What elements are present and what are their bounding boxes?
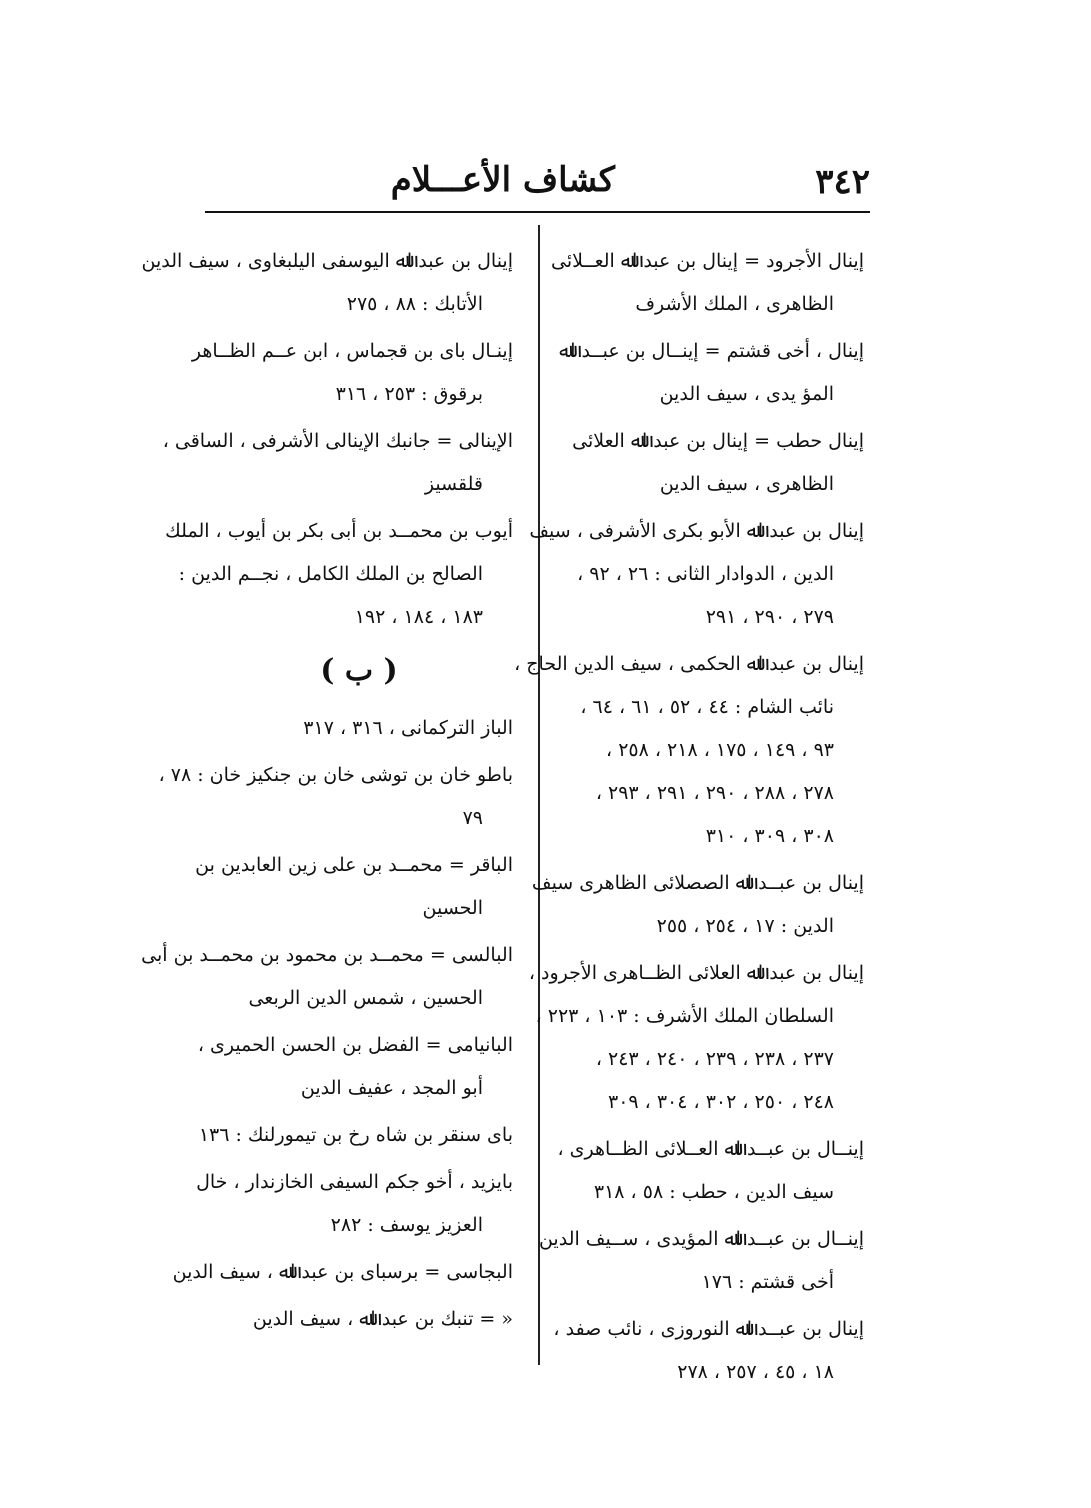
entry-continuation-line: الدين : ١٧ ، ٢٥٤ ، ٢٥٥ [656,915,834,937]
index-entry [195,844,513,930]
letter-heading: ( ب ) [320,653,398,688]
entry-headword-line: إينــال بن عبــد اﷲ المؤيدى ، ســيف الدين [538,1228,864,1250]
index-entry [538,1218,864,1304]
entry-headword-line: بايزيد ، أخو جكم السيفى الخازندار ، خال [196,1171,513,1193]
entry-continuation-line: ١٨٣ ، ١٨٤ ، ١٩٢ [354,606,483,628]
entry-headword-line: الإينالى = جانبك الإينالى الأشرفى ، الساقى ، [162,430,513,452]
index-entry [196,1161,513,1247]
entry-continuation-line: نائب الشام : ٤٤ ، ٥٢ ، ٦١ ، ٦٤ ، [580,696,834,718]
page-number: ٣٤٢ [815,162,870,202]
index-entry [553,1308,864,1394]
entry-continuation-line: برقوق : ٢٥٣ ، ٣١٦ [335,383,483,405]
index-entry [205,707,513,750]
entry-headword-line: إينال بن عبد اﷲ الحكمى ، سيف الدين الحاج ، [514,653,864,675]
entry-headword-line: إينال بن عبد اﷲ العلائى الظــاهرى الأجرود ، [528,962,864,984]
index-entry [531,862,864,948]
left-entries-before-heading [141,240,513,639]
entry-continuation-line: أخى قشتم : ١٧٦ [701,1271,834,1293]
entry-continuation-line: ٢٧٨ ، ٢٨٨ ، ٢٩٠ ، ٢٩١ ، ٢٩٣ ، [595,782,834,804]
index-column-left [141,240,513,1345]
entry-continuation-line: المؤ يدى ، سيف الدين [659,383,834,405]
entry-continuation-line: سيف الدين ، حطب : ٥٨ ، ٣١٨ [593,1181,834,1203]
entry-headword-line: إينال الأجرود = إينال بن عبد اﷲ العــلائى [551,250,864,272]
entry-headword-line: إينال بن عبد اﷲ اليوسفى اليلبغاوى ، سيف الدين [141,250,513,272]
entry-continuation-line: الأتابك : ٨٨ ، ٢٧٥ [346,293,483,315]
index-entry [198,1114,513,1157]
entry-continuation-line: ٧٩ [462,807,483,829]
page-header [205,160,870,212]
index-entry [556,1128,864,1214]
entry-continuation-line: العزيز يوسف : ٢٨٢ [330,1214,483,1236]
entry-headword-line: الباقر = محمــد بن على زين العابدين بن [195,854,513,876]
index-entry [162,420,513,506]
header-rule [205,211,870,213]
entry-continuation-line: الدين ، الدوادار الثانى : ٢٦ ، ٩٢ ، [577,563,834,585]
entry-headword-line: « = تنبك بن عبد اﷲ ، سيف الدين [252,1308,513,1330]
entry-headword-line: إينال بن عبــد اﷲ الصصلائى الظاهرى سيف [531,872,864,894]
entry-headword-line: إينال بن عبد اﷲ الأبو بكرى الأشرفى ، سيف [529,520,864,542]
index-column-right [514,240,864,1398]
index-entry [165,510,513,639]
entry-continuation-line: الصالح بن الملك الكامل ، نجــم الدين : [178,563,483,585]
index-entry [528,952,864,1124]
index-entry [529,510,864,639]
index-entry [556,420,864,506]
index-entry [556,330,864,416]
left-entries-after-heading [141,707,513,1341]
index-entry [191,330,513,416]
entry-headword-line: البانيامى = الفضل بن الحسن الحميرى ، [197,1034,513,1056]
column-divider [538,225,540,1365]
entry-continuation-line: ٩٣ ، ١٤٩ ، ١٧٥ ، ٢١٨ ، ٢٥٨ ، [606,739,834,761]
index-entry [158,754,513,840]
entry-continuation-line: الحسين [422,897,483,919]
entry-continuation-line: ٣٠٨ ، ٣٠٩ ، ٣١٠ [705,825,834,847]
index-entry [141,240,513,326]
entry-continuation-line: ٢٤٨ ، ٢٥٠ ، ٣٠٢ ، ٣٠٤ ، ٣٠٩ [608,1091,834,1113]
index-entry [172,1251,513,1294]
entry-headword-line: إينال ، أخى قشتم = إينــال بن عبــد اﷲ [559,340,864,362]
entry-continuation-line: السلطان الملك الأشرف : ١٠٣ ، ٢٢٣ ، [535,1005,834,1027]
entry-headword-line: إينال بن عبــد اﷲ النوروزى ، نائب صفد ، [553,1318,864,1340]
entry-continuation-line: قلقسيز [424,473,483,495]
entry-continuation-line: ٢٣٧ ، ٢٣٨ ، ٢٣٩ ، ٢٤٠ ، ٢٤٣ ، [595,1048,834,1070]
index-entry [514,643,864,858]
entry-continuation-line: الظاهرى ، الملك الأشرف [635,293,834,315]
entry-headword-line: أيوب بن محمــد بن أبى بكر بن أيوب ، الملك [165,520,513,542]
running-title: كشاف الأعـــلام [390,160,615,200]
entry-continuation-line: ١٨ ، ٤٥ ، ٢٥٧ ، ٢٧٨ [677,1361,834,1383]
entry-continuation-line: ٢٧٩ ، ٢٩٠ ، ٢٩١ [705,606,834,628]
entry-headword-line: البالسى = محمــد بن محمود بن محمــد بن أبى [141,944,513,966]
index-entry [205,1298,513,1341]
entry-continuation-line: الظاهرى ، سيف الدين [659,473,834,495]
entry-headword-line: إينـال باى بن قجماس ، ابن عــم الظــاهر [191,340,513,362]
entry-headword-line: باطو خان بن توشى خان بن جنكيز خان : ٧٨ ، [158,764,513,786]
entry-headword-line: إينال حطب = إينال بن عبد اﷲ العلائى [572,430,864,452]
index-entry [551,240,864,326]
entry-continuation-line: الحسين ، شمس الدين الربعى [248,987,483,1009]
entry-continuation-line: أبو المجد ، عفيف الدين [300,1077,483,1099]
entry-headword-line: إينــال بن عبــد اﷲ العــلائى الظــاهرى ، [557,1138,864,1160]
entry-headword-line: باى سنقر بن شاه رخ بن تيمورلنك : ١٣٦ [198,1124,513,1146]
index-entry [141,934,513,1020]
entry-headword-line: الباز التركمانى ، ٣١٦ ، ٣١٧ [303,717,513,739]
entry-headword-line: البجاسى = برسباى بن عبد اﷲ ، سيف الدين [172,1261,513,1283]
index-entry [197,1024,513,1110]
